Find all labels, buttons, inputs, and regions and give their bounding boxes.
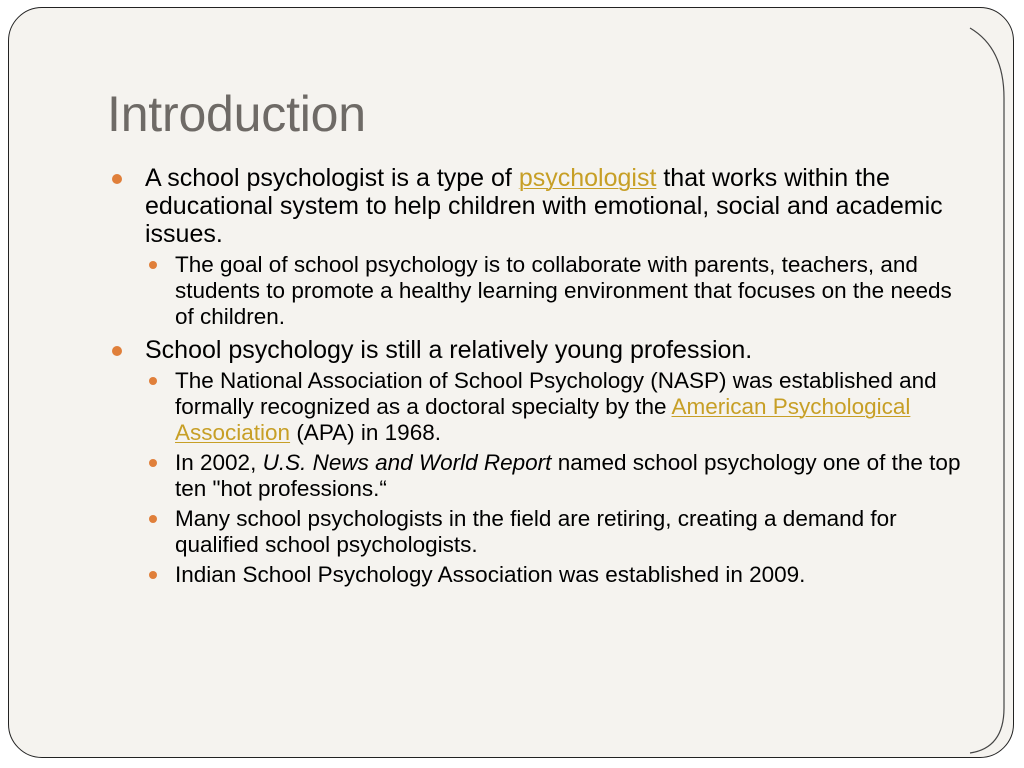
sub-bullet-text: The National Association of School Psychology (NASP) was established and formally recognized as a doctoral specialty by the (175, 368, 937, 419)
sub-bullet-text: The goal of school psychology is to collaborate with parents, teachers, and students to promote a healthy learning environment that focuses on the needs of children. (175, 252, 952, 329)
sub-bullet-item (145, 450, 968, 502)
sub-bullet-text: In 2002, (175, 450, 263, 475)
bullet-text: A school psychologist is a type of (145, 164, 519, 192)
bullet-icon (112, 174, 122, 184)
sub-bullet-item (145, 506, 968, 558)
bullet-icon (149, 515, 157, 523)
sub-bullet-item (145, 368, 968, 446)
psychologist-link[interactable]: psychologist (518, 164, 657, 192)
sub-bullet-text: (APA) in 1968. (290, 420, 441, 445)
bullet-icon (149, 261, 157, 269)
apa-link[interactable]: American Psychological Association (175, 394, 911, 445)
sub-bullet-item (145, 252, 968, 330)
bullet-text: School psychology is still a relatively young profession. (145, 336, 753, 364)
bullet-list (108, 164, 968, 588)
bullet-item (108, 336, 968, 588)
slide-title: Introduction (107, 86, 366, 142)
bullet-item (108, 164, 968, 330)
sub-bullet-list (145, 252, 968, 330)
sub-bullet-text: Many school psychologists in the field are retiring, creating a demand for qualified school psychologists. (175, 506, 897, 557)
bullet-text: that works within the educational system to help children with emotional, social and academic issues. (145, 164, 943, 248)
bullet-icon (149, 377, 157, 385)
sub-bullet-item (145, 562, 968, 588)
sub-bullet-text: named school psychology one of the top ten "hot professions.“ (175, 450, 961, 501)
slide-body (108, 164, 968, 594)
bullet-icon (149, 459, 157, 467)
publication-name: U.S. News and World Report (262, 450, 552, 475)
bullet-icon (112, 346, 122, 356)
sub-bullet-text: Indian School Psychology Association was established in 2009. (175, 562, 806, 587)
bullet-icon (149, 571, 157, 579)
sub-bullet-list (145, 368, 968, 588)
